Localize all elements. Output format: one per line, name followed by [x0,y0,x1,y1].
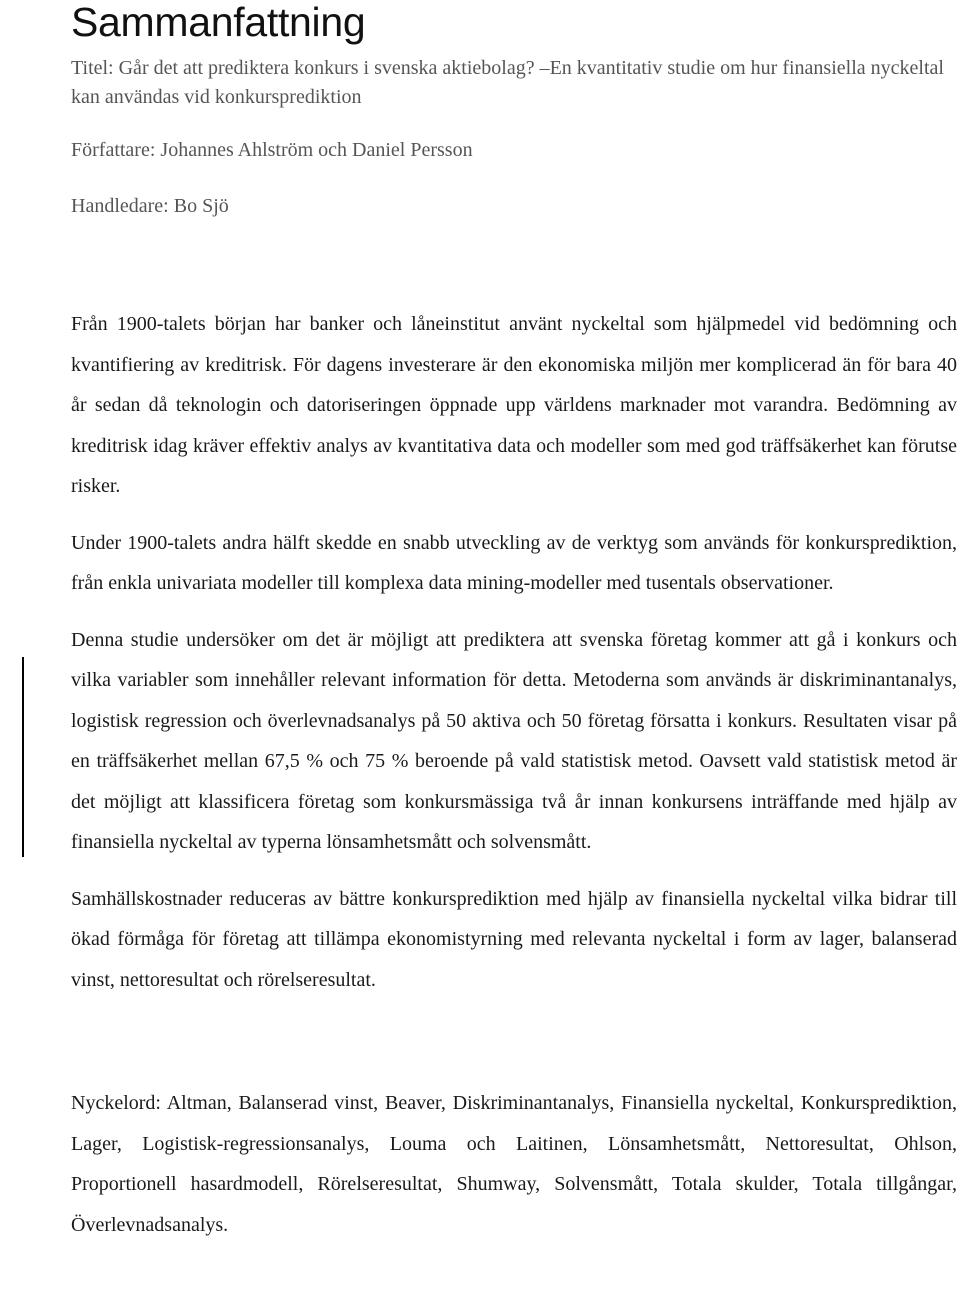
thesis-authors: Författare: Johannes Ahlström och Daniel Persson [71,139,473,161]
page-title: Sammanfattning [71,0,366,45]
keywords: Nyckelord: Altman, Balanserad vinst, Beaver, Diskriminantanalys, Finansiella nyckeltal, Konkursprediktion, Lager, Logistisk-regressionsanalys, Louma och Laitinen, Lönsamhetsmått, Nettoresultat, Ohlson, Proportionell hasardmodell, Rörelseresultat, Shumway, Solvensmått, Totala skulder, Totala tillgångar, Överlevnadsanalys. [71,1092,957,1236]
abstract-paragraph-4: Samhällskostnader reduceras av bättre konkursprediktion med hjälp av finansiella nyckeltal vilka bidrar till ökad förmåga för företag att tillämpa ekonomistyrning med relevanta nyckeltal i form av lager, balanserad vinst, nettoresultat och rörelseresultat. [71,887,957,991]
abstract-paragraph-2: Under 1900-talets andra hälft skedde en snabb utveckling av de verktyg som används för konkursprediktion, från enkla univariata modeller till komplexa data mining-modeller med tusentals observationer. [71,531,957,594]
abstract-paragraph-1: Från 1900-talets början har banker och låneinstitut använt nyckeltal som hjälpmedel vid bedömning och kvantifiering av kreditrisk. För dagens investerare är den ekonomiska miljön mer komplicerad än för bara 40 år sedan då teknologin och datoriseringen öppnade upp världens marknader mot varandra. Bedömning av kreditrisk idag kräver effektiv analys av kvantitativa data och modeller som med god träffsäkerhet kan förutse risker. [71,313,957,497]
revision-change-bar [22,657,24,857]
thesis-title: Titel: Går det att prediktera konkurs i svenska aktiebolag? –En kvantitativ studie om hur finansiella nyckeltal kan användas vid konkursprediktion [71,57,944,108]
abstract-paragraph-3: Denna studie undersöker om det är möjligt att prediktera att svenska företag kommer att gå i konkurs och vilka variabler som innehåller relevant information för detta. Metoderna som används är diskriminantanalys, logistisk regression och överlevnadsanalys på 50 aktiva och 50 företag försatta i konkurs. Resultaten visar på en träffsäkerhet mellan 67,5 % och 75 % beroende på vald statistisk metod. Oavsett vald statistisk metod är det möjligt att klassificera företag som konkursmässiga två år innan konkursens inträffande med hjälp av finansiella nyckeltal av typerna lönsamhetsmått och solvensmått. [71,628,957,853]
document-page [71,0,957,1245]
thesis-supervisor: Handledare: Bo Sjö [71,195,229,217]
